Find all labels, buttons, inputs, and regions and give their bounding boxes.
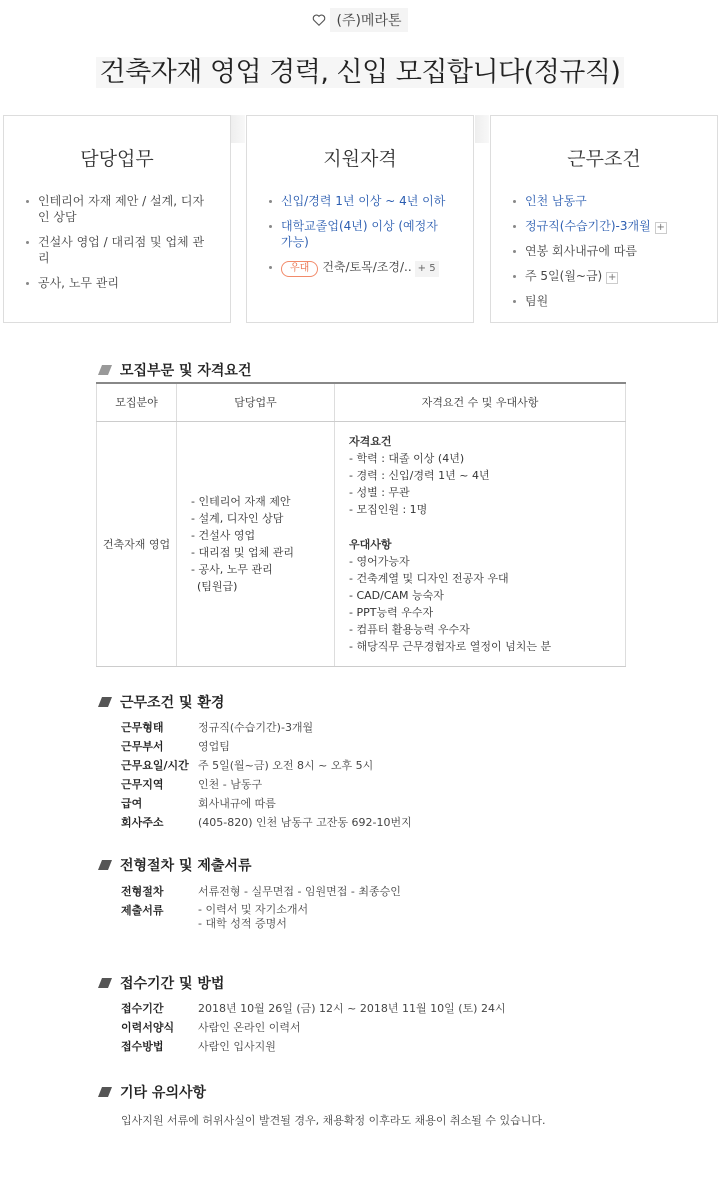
- list-item: 연봉 회사내규에 따름: [513, 243, 697, 259]
- plus-icon[interactable]: +: [656, 222, 665, 233]
- table-header: 자격요건 수 및 우대사항: [335, 383, 626, 421]
- list-item: 팀원: [513, 293, 697, 309]
- info-row: 회사주소 (405-820) 인천 남동구 고잔동 692-10번지: [121, 816, 412, 829]
- requirements-table: [96, 382, 626, 667]
- company-header: [0, 8, 720, 32]
- section-mark-icon: [98, 365, 112, 375]
- card-divider-shade: [475, 115, 489, 143]
- info-row: 이력서양식 사람인 온라인 이력서: [121, 1021, 301, 1034]
- job-title: 건축자재 영업 경력, 신입 모집합니다(정규직): [0, 50, 720, 89]
- list-item: [269, 259, 453, 277]
- info-row: 접수기간 2018년 10월 26일 (금) 12시 ~ 2018년 11월 10일 (토) 24시: [121, 1002, 506, 1015]
- info-row: 근무형태 정규직(수습기간) -3개월: [121, 721, 314, 734]
- card-conditions: [490, 115, 718, 323]
- application-info: [121, 999, 506, 1056]
- info-row: 근무부서 영업팀: [121, 740, 230, 753]
- card-duties: [3, 115, 231, 323]
- info-row: 근무요일/시간 주 5일(월~금) 오전 8시 ~ 오후 5시: [121, 759, 374, 772]
- section-heading: 모집부문 및 자격요건: [98, 360, 251, 380]
- list-item: 건설사 영업 / 대리점 및 업체 관리: [26, 234, 210, 266]
- recruit-area: 건축자재 영업: [97, 421, 177, 666]
- card-title: 지원자격: [323, 148, 397, 170]
- list-item: 공사, 노무 관리: [26, 275, 210, 291]
- card-title: 근무조건: [567, 148, 641, 170]
- table-row: [97, 421, 626, 666]
- info-row: 전형절차 서류전형 - 실무면접 - 임원면접 - 최종승인: [121, 885, 401, 898]
- info-row: 근무지역 인천 - 남동구: [121, 778, 263, 791]
- qual-heading: 자격요건: [349, 434, 392, 448]
- heart-icon[interactable]: [312, 13, 326, 27]
- preferred-majors: 건축/토목/조경/..: [322, 260, 412, 274]
- section-heading: 근무조건 및 환경: [98, 692, 224, 712]
- section-mark-icon: [98, 978, 112, 988]
- section-mark-icon: [98, 860, 112, 870]
- list-item: 정규직(수습기간)-3개월 +: [513, 218, 697, 234]
- info-row: 접수방법 사람인 입사지원: [121, 1040, 276, 1053]
- selection-process: [121, 882, 401, 931]
- card-qualifications: [246, 115, 474, 323]
- work-conditions: [121, 718, 412, 832]
- qualification-cell: 자격요건 - 학력 : 대졸 이상 (4년) - 경력 : 신입/경력 1년 ~ 4년 - 성별 : 무관 - 모집인원 : 1명 우대사항 - 영어가능자 - 건축계열 및 디자인 전공자 우대 - CAD/CAM 능숙자 - PPT능력 우수자 - 컴퓨터 활용능력 우수자 - 해당직무 근무경험자로 열정이 넘치는 분: [335, 421, 626, 666]
- info-row: 급여 회사내규에 따름: [121, 797, 276, 810]
- section-heading: 전형절차 및 제출서류: [98, 855, 251, 875]
- info-row: 제출서류 - 이력서 및 자기소개서 - 대학 성적 증명서: [121, 903, 309, 930]
- plus-icon[interactable]: +: [608, 272, 617, 283]
- list-item: 주 5일(월~금) +: [513, 268, 697, 284]
- list-item: 신입/경력 1년 이상 ~ 4년 이하: [269, 193, 453, 209]
- more-button[interactable]: + 5: [415, 261, 439, 277]
- section-heading: 접수기간 및 방법: [98, 973, 224, 993]
- table-header: 모집분야: [97, 383, 177, 421]
- table-header-row: [97, 383, 626, 421]
- section-heading: 기타 유의사항: [98, 1082, 206, 1102]
- section-mark-icon: [98, 1087, 112, 1097]
- card-divider-shade: [231, 115, 245, 143]
- preferred-badge: 우대: [281, 261, 318, 277]
- list-item: 대학교졸업(4년) 이상 (예정자 가능): [269, 218, 453, 250]
- card-title: 담당업무: [80, 148, 154, 170]
- summary-cards: [3, 115, 718, 323]
- notice-text: 입사지원 서류에 허위사실이 발견될 경우, 채용확정 이후라도 채용이 취소될 수 있습니다.: [121, 1114, 546, 1127]
- duty-cell: - 인테리어 자재 제안 - 설계, 디자인 상담 - 건설사 영업 - 대리점 및 업체 관리 - 공사, 노무 관리 (팀원급): [177, 421, 335, 666]
- list-item: 인천 남동구: [513, 193, 697, 209]
- section-mark-icon: [98, 697, 112, 707]
- table-header: 담당업무: [177, 383, 335, 421]
- pref-heading: 우대사항: [349, 537, 392, 551]
- company-name[interactable]: (주)메라톤: [330, 8, 407, 32]
- list-item: 인테리어 자재 제안 / 설계, 디자인 상담: [26, 193, 210, 225]
